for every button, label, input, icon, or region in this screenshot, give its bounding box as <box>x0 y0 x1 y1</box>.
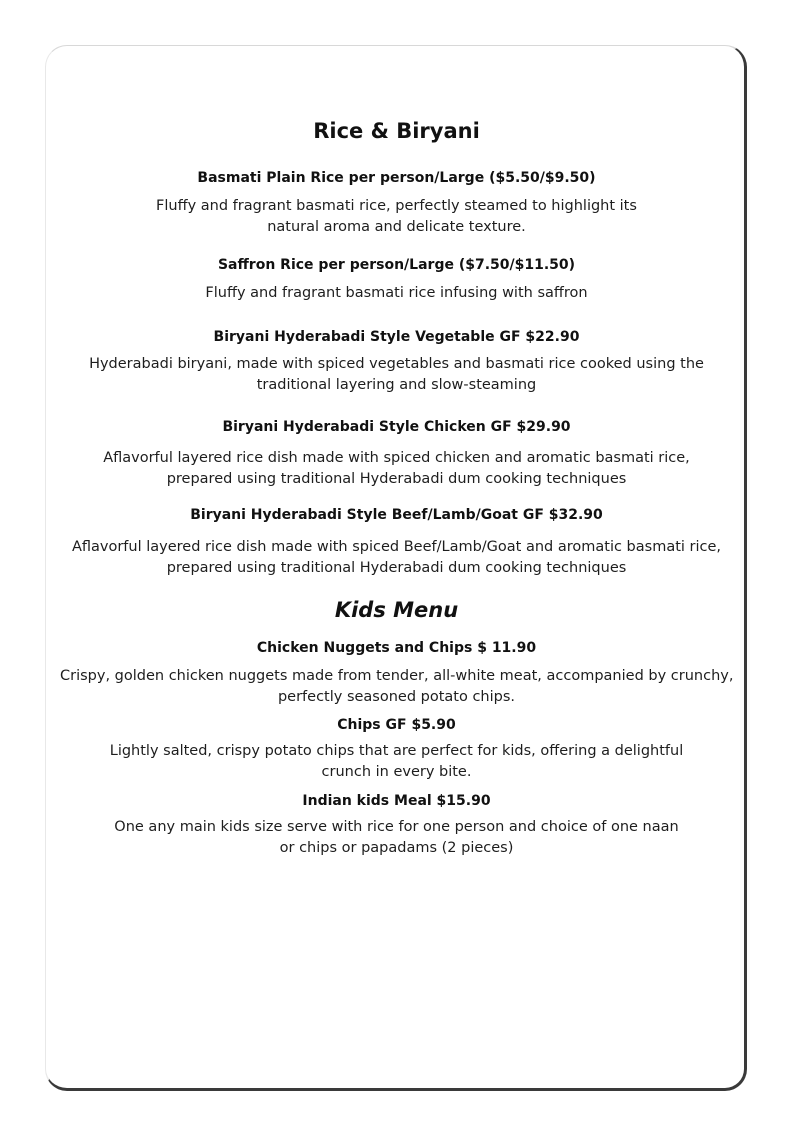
item-name-saffron-rice: Saffron Rice per person/Large ($7.50/$11.50) <box>217 257 576 273</box>
section-title-kids-menu: Kids Menu <box>334 598 459 622</box>
item-desc-indian-kids-meal <box>60 817 733 859</box>
item-desc-basmati-plain-rice <box>60 196 733 238</box>
item-desc-line: Hyderabadi biryani, made with spiced vegetables and basmati rice cooked using the <box>89 356 704 372</box>
item-desc-chicken-nuggets <box>60 666 733 708</box>
item-desc-biryani-vegetable <box>60 354 733 396</box>
item-name-basmati-plain-rice: Basmati Plain Rice per person/Large ($5.50/$9.50) <box>197 170 596 186</box>
item-name-biryani-vegetable: Biryani Hyderabadi Style Vegetable GF $22.90 <box>213 329 580 345</box>
item-desc-line: natural aroma and delicate texture. <box>267 219 526 235</box>
item-desc-line: prepared using traditional Hyderabadi dum cooking techniques <box>166 560 627 576</box>
item-desc-biryani-beef-lamb-goat <box>60 537 733 579</box>
item-desc-line: Aflavorful layered rice dish made with spiced chicken and aromatic basmati rice, <box>103 450 690 466</box>
item-desc-line: Fluffy and fragrant basmati rice infusing with saffron <box>205 285 588 301</box>
item-name-chicken-nuggets: Chicken Nuggets and Chips $ 11.90 <box>256 640 537 656</box>
section-title-rice-biryani: Rice & Biryani <box>313 119 480 143</box>
item-desc-line: One any main kids size serve with rice for one person and choice of one naan <box>114 819 679 835</box>
item-desc-line: crunch in every bite. <box>321 764 472 780</box>
item-name-biryani-chicken: Biryani Hyderabadi Style Chicken GF $29.90 <box>222 419 571 435</box>
item-desc-chips <box>60 741 733 783</box>
item-desc-biryani-chicken <box>60 448 733 490</box>
item-desc-line: perfectly seasoned potato chips. <box>277 689 516 705</box>
item-desc-line: Fluffy and fragrant basmati rice, perfectly steamed to highlight its <box>156 198 637 214</box>
item-desc-line: traditional layering and slow-steaming <box>256 377 537 393</box>
item-desc-saffron-rice <box>60 283 733 304</box>
item-desc-line: or chips or papadams (2 pieces) <box>279 840 514 856</box>
item-desc-line: Crispy, golden chicken nuggets made from tender, all-white meat, accompanied by crunchy, <box>60 668 734 684</box>
item-name-chips: Chips GF $5.90 <box>337 717 456 733</box>
item-desc-line: Lightly salted, crispy potato chips that are perfect for kids, offering a delightful <box>109 743 684 759</box>
item-name-biryani-beef-lamb-goat: Biryani Hyderabadi Style Beef/Lamb/Goat GF $32.90 <box>190 507 603 523</box>
item-desc-line: Aflavorful layered rice dish made with spiced Beef/Lamb/Goat and aromatic basmati rice, <box>71 539 722 555</box>
item-desc-line: prepared using traditional Hyderabadi dum cooking techniques <box>166 471 627 487</box>
item-name-indian-kids-meal: Indian kids Meal $15.90 <box>302 793 491 809</box>
